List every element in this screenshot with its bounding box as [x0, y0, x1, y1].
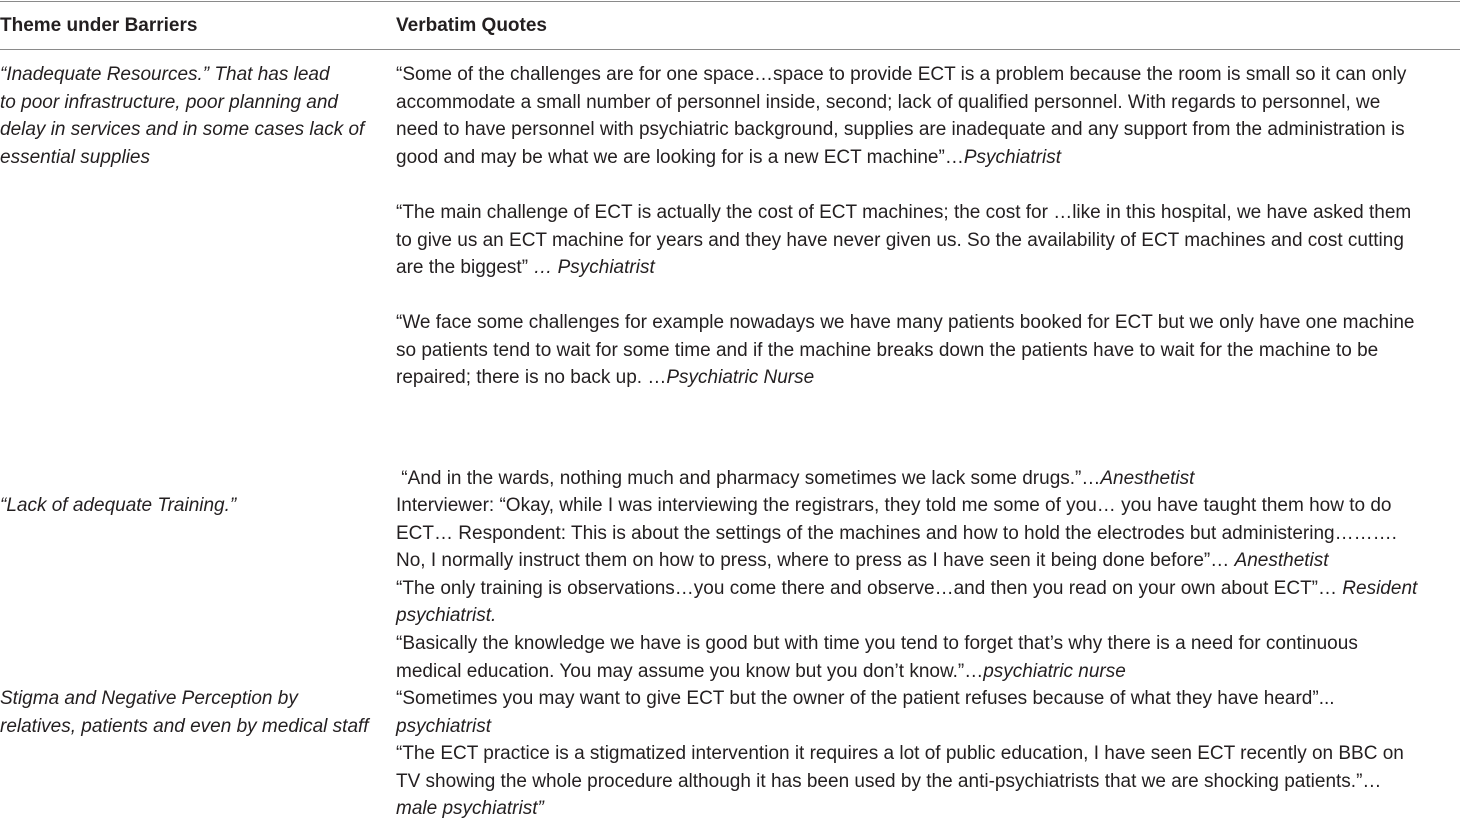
- quote-line: good and may be what we are looking for is a new ECT machine”…Psychiatrist: [396, 146, 1061, 168]
- quote-line: Interviewer: “Okay, while I was interviewing the registrars, they told me some of you… you have taught them how to do: [396, 495, 1392, 516]
- quote-line: “Sometimes you may want to give ECT but the owner of the patient refuses because of what they have heard”...: [396, 688, 1335, 709]
- quote-line: to give us an ECT machine for years and they have never given us. So the availability of ECT machines and cost cutting: [396, 229, 1404, 251]
- quote-attribution: psychiatrist.: [396, 605, 497, 627]
- quote-attribution: Anesthetist: [1100, 468, 1195, 489]
- quote-line: so patients tend to wait for some time and if the machine breaks down the patients have to wait for the machine to be: [396, 339, 1379, 361]
- quote-space-problem: [396, 61, 1460, 171]
- quote-pharmacy-drugs: [396, 465, 1460, 493]
- column-header-quotes: Verbatim Quotes: [396, 15, 547, 36]
- quote-line: “Basically the knowledge we have is good but with time you tend to forget that’s why there is a need for continuous: [396, 632, 1358, 654]
- quote-attribution: psychiatrist: [396, 715, 492, 737]
- theme-lack-of-training: [0, 492, 385, 520]
- theme-line: “Inadequate Resources.” That has lead: [0, 64, 330, 85]
- quote-one-machine: [396, 309, 1460, 392]
- quote-attribution: male psychiatrist”: [396, 798, 544, 820]
- theme-line: delay in services and in some cases lack of: [0, 119, 365, 141]
- theme-line: to poor infrastructure, poor planning and: [0, 91, 338, 113]
- quote-line: No, I normally instruct them on how to press, where to press as I have seen it being done before”… Anesthetist: [396, 550, 1329, 572]
- quote-line: medical education. You may assume you know but you don’t know.”…psychiatric nurse: [396, 660, 1126, 682]
- quote-attribution: Resident: [1342, 577, 1418, 599]
- column-header-theme: Theme under Barriers: [0, 15, 198, 36]
- theme-line: relatives, patients and even by medical staff: [0, 715, 369, 737]
- theme-inadequate-resources: [0, 61, 385, 171]
- quote-stigma: [396, 685, 1460, 823]
- theme-line: “Lack of adequate Training.”: [0, 495, 237, 516]
- quote-attribution: Psychiatric Nurse: [666, 367, 815, 389]
- quote-line: “The only training is observations…you come there and observe…and then you read on your own about ECT”… Resident: [396, 577, 1418, 599]
- quote-line: “The main challenge of ECT is actually the cost of ECT machines; the cost for …like in this hospital, we have asked them: [396, 202, 1412, 223]
- quote-line: “And in the wards, nothing much and pharmacy sometimes we lack some drugs.”…Anesthetist: [396, 468, 1195, 489]
- quote-training: [396, 492, 1460, 685]
- quote-attribution: … Psychiatrist: [533, 257, 655, 279]
- quote-line: [396, 602, 1460, 630]
- quote-line: “We face some challenges for example nowadays we have many patients booked for ECT but we only have one machine: [396, 312, 1415, 333]
- quote-line: repaired; there is no back up. …Psychiatric Nurse: [396, 367, 815, 389]
- quote-line: are the biggest” … Psychiatrist: [396, 257, 655, 279]
- quote-attribution: Psychiatrist: [963, 146, 1061, 168]
- theme-stigma: [0, 685, 385, 740]
- quote-cost-of-machines: [396, 199, 1460, 282]
- quote-line: accommodate a small number of personnel inside, second; lack of qualified personnel. With regards to personnel, we: [396, 91, 1381, 113]
- theme-line: essential supplies: [0, 146, 150, 168]
- header-rule: [0, 49, 1460, 50]
- quote-attribution: Anesthetist: [1234, 550, 1329, 572]
- quote-line: [396, 713, 1460, 741]
- quote-line: TV showing the whole procedure although it has been used by the anti-psychiatrists that we are shocking patients.”…: [396, 770, 1382, 792]
- quote-line: ECT… Respondent: This is about the settings of the machines and how to hold the electrodes but administering……….: [396, 522, 1397, 544]
- quote-attribution: psychiatric nurse: [983, 660, 1126, 682]
- quote-line: “The ECT practice is a stigmatized intervention it requires a lot of public education, I have seen ECT recently on BBC on: [396, 743, 1404, 765]
- quote-line: “Some of the challenges are for one space…space to provide ECT is a problem because the room is small so it can only: [396, 64, 1407, 85]
- quote-line: need to have personnel with psychiatric background, supplies are inadequate and any support from the administration is: [396, 119, 1405, 141]
- theme-line: Stigma and Negative Perception by: [0, 688, 298, 709]
- table-top-rule: [0, 1, 1460, 2]
